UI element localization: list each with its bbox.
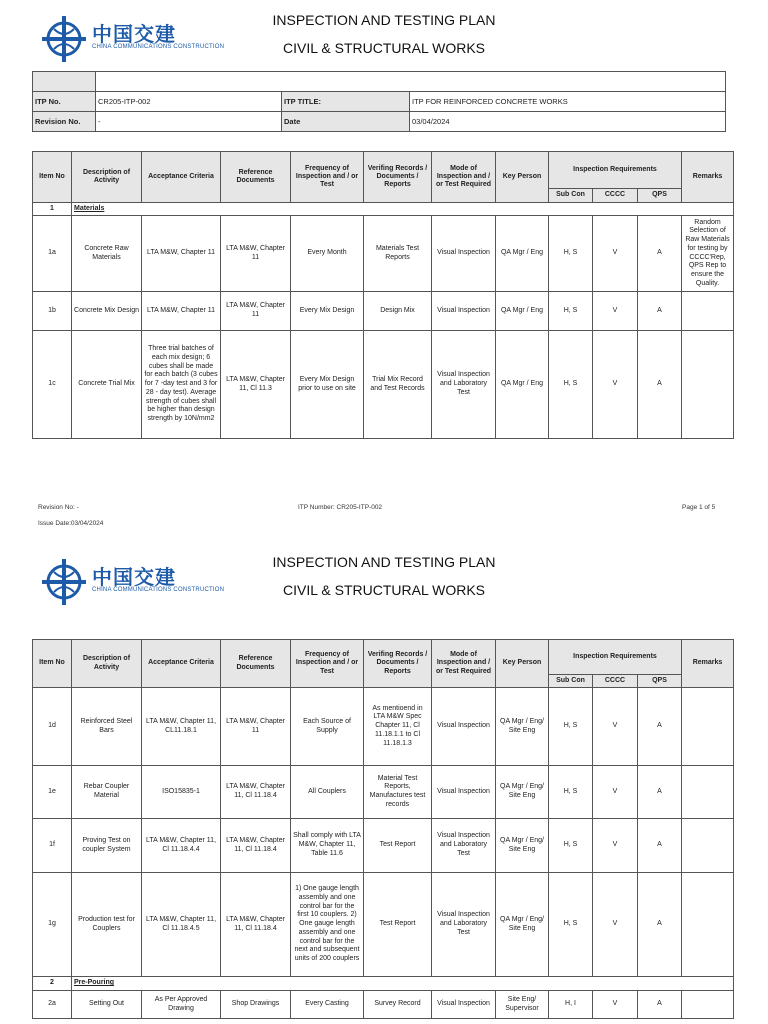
reference: LTA M&W, Chapter 11, Cl 11.18.4: [221, 766, 291, 819]
item-no: 1f: [33, 819, 72, 873]
description: Proving Test on coupler System: [72, 819, 142, 873]
remarks: [682, 292, 734, 331]
col-mode: Mode of Inspection and / or Test Required: [432, 152, 496, 203]
description: Rebar Coupler Material: [72, 766, 142, 819]
col-item-no: Item No: [33, 640, 72, 688]
table-row: [33, 766, 734, 819]
description: Reinforced Steel Bars: [72, 688, 142, 766]
key-person: QA Mgr / Eng/ Site Eng: [496, 873, 549, 977]
frequency: Every Mix Design prior to use on site: [291, 331, 364, 439]
revision-label: Revision No.: [33, 112, 96, 132]
acceptance: As Per Approved Drawing: [142, 991, 221, 1019]
footer-revision: Revision No: -: [38, 504, 79, 511]
verifying: Test Report: [364, 873, 432, 977]
mode: Visual Inspection and Laboratory Test: [432, 873, 496, 977]
frequency: Every Mix Design: [291, 292, 364, 331]
verifying: Materials Test Reports: [364, 216, 432, 292]
frequency: Shall comply with LTA M&W, Chapter 11, Table 11.6: [291, 819, 364, 873]
col-cccc: CCCC: [593, 189, 638, 203]
col-verifying: Verifing Records / Documents / Reports: [364, 640, 432, 688]
info-blank-cell: [33, 72, 96, 92]
mode: Visual Inspection and Laboratory Test: [432, 331, 496, 439]
itp-table-page-1: [32, 151, 734, 439]
remarks: [682, 991, 734, 1019]
frequency: Every Casting: [291, 991, 364, 1019]
col-description: Description of Activity: [72, 152, 142, 203]
acceptance: LTA M&W, Chapter 11, CL11.18.1: [142, 688, 221, 766]
frequency: Each Source of Supply: [291, 688, 364, 766]
itp-info-table: [32, 71, 726, 132]
col-sub-con: Sub Con: [549, 189, 593, 203]
remarks: [682, 766, 734, 819]
mode: Visual Inspection: [432, 688, 496, 766]
footer-itp-number: ITP Number: CR205-ITP-002: [298, 504, 383, 511]
item-no: 1b: [33, 292, 72, 331]
key-person: QA Mgr / Eng/ Site Eng: [496, 688, 549, 766]
key-person: QA Mgr / Eng: [496, 331, 549, 439]
sub-con: H, S: [549, 331, 593, 439]
sub-con: H, S: [549, 873, 593, 977]
remarks: [682, 331, 734, 439]
description: Concrete Mix Design: [72, 292, 142, 331]
verifying: Survey Record: [364, 991, 432, 1019]
cccc: V: [593, 292, 638, 331]
col-qps: QPS: [638, 675, 682, 688]
col-verifying: Verifing Records / Documents / Reports: [364, 152, 432, 203]
key-person: QA Mgr / Eng/ Site Eng: [496, 766, 549, 819]
mode: Visual Inspection: [432, 991, 496, 1019]
reference: Shop Drawings: [221, 991, 291, 1019]
qps: A: [638, 766, 682, 819]
mode: Visual Inspection: [432, 766, 496, 819]
frequency: Every Month: [291, 216, 364, 292]
acceptance: LTA M&W, Chapter 11, Cl 11.18.4.5: [142, 873, 221, 977]
key-person: QA Mgr / Eng/ Site Eng: [496, 819, 549, 873]
key-person: QA Mgr / Eng: [496, 292, 549, 331]
itp-table-page-2: [32, 639, 734, 1019]
reference: LTA M&W, Chapter 11, Cl 11.18.4: [221, 819, 291, 873]
itp-title-value: ITP FOR REINFORCED CONCRETE WORKS: [410, 92, 726, 112]
reference: LTA M&W, Chapter 11, Cl 11.3: [221, 331, 291, 439]
logo-chinese-text: 中国交建: [92, 22, 176, 46]
table-header-row: [33, 640, 734, 675]
verifying: Trial Mix Record and Test Records: [364, 331, 432, 439]
item-no: 1e: [33, 766, 72, 819]
col-reference: Reference Documents: [221, 640, 291, 688]
description: Setting Out: [72, 991, 142, 1019]
qps: A: [638, 216, 682, 292]
info-row-itp: [33, 92, 726, 112]
header-line-2: CIVIL & STRUCTURAL WORKS: [283, 40, 485, 56]
table-row: [33, 991, 734, 1019]
col-inspection-req: Inspection Requirements: [549, 152, 682, 189]
item-no: 1d: [33, 688, 72, 766]
key-person: Site Eng/ Supervisor: [496, 991, 549, 1019]
remarks: [682, 873, 734, 977]
col-mode: Mode of Inspection and / or Test Required: [432, 640, 496, 688]
section-title-cell: [72, 977, 734, 991]
reference: LTA M&W, Chapter 11: [221, 216, 291, 292]
header-line-2: CIVIL & STRUCTURAL WORKS: [283, 582, 485, 598]
acceptance: LTA M&W, Chapter 11: [142, 216, 221, 292]
item-no: 1a: [33, 216, 72, 292]
acceptance: Three trial batches of each mix design; 6 cubes shall be made for each batch (3 cubes for 7 -day test and 3 for 28 - day test). Average strength of cubes shall be higher than design strength by 10N/mm2: [142, 331, 221, 439]
info-blank-row: [33, 72, 726, 92]
revision-value: -: [96, 112, 282, 132]
col-item-no: Item No: [33, 152, 72, 203]
cccc: V: [593, 991, 638, 1019]
verifying: As mentioend in LTA M&W Spec Chapter 11, Cl 11.18.1.1 to Cl 11.18.1.3: [364, 688, 432, 766]
remarks: [682, 688, 734, 766]
qps: A: [638, 292, 682, 331]
col-acceptance: Acceptance Criteria: [142, 152, 221, 203]
footer-page-number: Page 1 of 5: [682, 504, 716, 511]
sub-con: H, S: [549, 216, 593, 292]
description: Concrete Raw Materials: [72, 216, 142, 292]
item-no: 1g: [33, 873, 72, 977]
col-acceptance: Acceptance Criteria: [142, 640, 221, 688]
acceptance: LTA M&W, Chapter 11, Cl 11.18.4.4: [142, 819, 221, 873]
col-reference: Reference Documents: [221, 152, 291, 203]
cccc: V: [593, 688, 638, 766]
col-key-person: Key Person: [496, 152, 549, 203]
itp-title-label: ITP TITLE:: [282, 92, 410, 112]
cccc: V: [593, 819, 638, 873]
frequency: All Couplers: [291, 766, 364, 819]
sub-con: H, S: [549, 766, 593, 819]
remarks: [682, 819, 734, 873]
table-row: [33, 331, 734, 439]
cccc: V: [593, 873, 638, 977]
info-row-revision: [33, 112, 726, 132]
table-header-row: [33, 152, 734, 189]
table-row: [33, 873, 734, 977]
col-frequency: Frequency of Inspection and / or Test: [291, 640, 364, 688]
section-title: Materials: [74, 204, 105, 212]
mode: Visual Inspection: [432, 216, 496, 292]
section-title: Pre-Pouring: [74, 979, 115, 987]
col-remarks: Remarks: [682, 152, 734, 203]
key-person: QA Mgr / Eng: [496, 216, 549, 292]
verifying: Test Report: [364, 819, 432, 873]
qps: A: [638, 991, 682, 1019]
logo-english-text: CHINA COMMUNICATIONS CONSTRUCTION: [92, 587, 225, 593]
qps: A: [638, 819, 682, 873]
col-frequency: Frequency of Inspection and / or Test: [291, 152, 364, 203]
qps: A: [638, 688, 682, 766]
description: Production test for Couplers: [72, 873, 142, 977]
section-row: [33, 203, 734, 216]
logo-english-text: CHINA COMMUNICATIONS CONSTRUCTION: [92, 44, 225, 50]
table-row: [33, 216, 734, 292]
acceptance: ISO15835-1: [142, 766, 221, 819]
section-no: 2: [33, 977, 72, 991]
col-sub-con: Sub Con: [549, 675, 593, 688]
col-qps: QPS: [638, 189, 682, 203]
section-no: 1: [33, 203, 72, 216]
remarks: Random Selection of Raw Materials for testing by CCCC'Rep, QPS Rep to ensure the Quality.: [682, 216, 734, 292]
col-cccc: CCCC: [593, 675, 638, 688]
reference: LTA M&W, Chapter 11, Cl 11.18.4: [221, 873, 291, 977]
verifying: Material Test Reports, Manufactures test records: [364, 766, 432, 819]
col-key-person: Key Person: [496, 640, 549, 688]
itp-no-label: ITP No.: [33, 92, 96, 112]
date-value: 03/04/2024: [410, 112, 726, 132]
verifying: Design Mix: [364, 292, 432, 331]
header-line-1: INSPECTION AND TESTING PLAN: [272, 12, 496, 28]
section-title-cell: [72, 203, 734, 216]
table-row: [33, 292, 734, 331]
acceptance: LTA M&W, Chapter 11: [142, 292, 221, 331]
col-description: Description of Activity: [72, 640, 142, 688]
footer-issue-date: Issue Date:03/04/2024: [38, 520, 104, 527]
qps: A: [638, 873, 682, 977]
cccc: V: [593, 766, 638, 819]
mode: Visual Inspection and Laboratory Test: [432, 819, 496, 873]
sub-con: H, S: [549, 688, 593, 766]
frequency: 1) One gauge length assembly and one control bar for the first 10 couplers. 2) One gauge length assembly and one control bar for the next and subsequent units of 200 couplers: [291, 873, 364, 977]
qps: A: [638, 331, 682, 439]
info-blank-value: [96, 72, 726, 92]
mode: Visual Inspection: [432, 292, 496, 331]
table-row: [33, 819, 734, 873]
sub-con: H, I: [549, 991, 593, 1019]
item-no: 2a: [33, 991, 72, 1019]
reference: LTA M&W, Chapter 11: [221, 292, 291, 331]
col-inspection-req: Inspection Requirements: [549, 640, 682, 675]
sub-con: H, S: [549, 819, 593, 873]
itp-no-value: CR205-ITP-002: [96, 92, 282, 112]
logo-chinese-text: 中国交建: [92, 565, 176, 589]
cccc: V: [593, 331, 638, 439]
section-row: [33, 977, 734, 991]
description: Concrete Trial Mix: [72, 331, 142, 439]
cccc: V: [593, 216, 638, 292]
col-remarks: Remarks: [682, 640, 734, 688]
sub-con: H, S: [549, 292, 593, 331]
item-no: 1c: [33, 331, 72, 439]
reference: LTA M&W, Chapter 11: [221, 688, 291, 766]
header-line-1: INSPECTION AND TESTING PLAN: [272, 554, 496, 570]
date-label: Date: [282, 112, 410, 132]
table-row: [33, 688, 734, 766]
